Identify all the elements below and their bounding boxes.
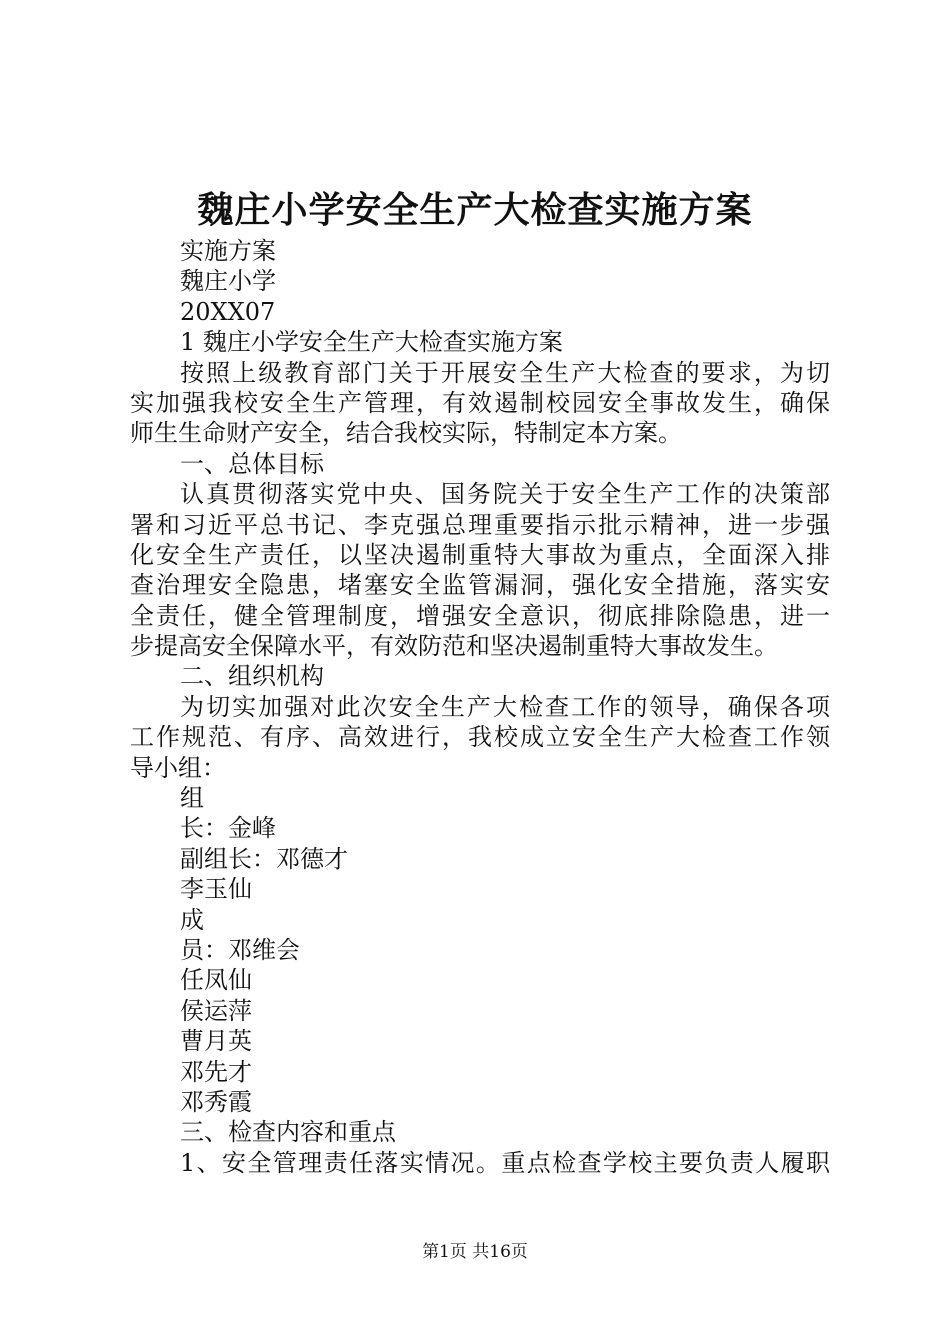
member-line: 成 [180, 905, 204, 934]
paragraph-line: 师生生命财产安全，结合我校实际，特制定本方案。 [130, 419, 682, 448]
member-line: 组 [180, 784, 204, 813]
paragraph-line: 查治理安全隐患，堵塞安全监管漏洞，强化安全措施，落实安 [130, 571, 830, 600]
paragraph-line: 全责任，健全管理制度，增强安全意识，彻底排除隐患，进一 [130, 601, 830, 630]
paragraph-line: 按照上级教育部门关于开展安全生产大检查的要求，为切 [180, 358, 830, 387]
member-line: 副组长：邓德才 [180, 844, 348, 873]
section-heading: 二、组织机构 [180, 662, 324, 691]
paragraph-line: 实加强我校安全生产管理，有效遏制校园安全事故发生，确保 [130, 388, 830, 417]
section-heading: 三、检查内容和重点 [180, 1118, 396, 1147]
text-line: 实施方案 [180, 237, 276, 265]
text-line: 魏庄小学 [180, 267, 276, 296]
member-line: 侯运萍 [180, 996, 252, 1025]
text-line: 20XX07 [180, 297, 276, 326]
member-line: 邓先才 [180, 1057, 252, 1086]
text-line: 1 魏庄小学安全生产大检查实施方案 [180, 328, 563, 357]
member-line: 曹月英 [180, 1027, 252, 1056]
paragraph-line: 步提高安全保障水平，有效防范和坚决遏制重特大事故发生。 [130, 632, 778, 661]
paragraph-line: 导小组： [130, 753, 226, 782]
document-body [130, 236, 830, 1178]
member-line: 长：金峰 [180, 814, 276, 843]
paragraph-line: 认真贯彻落实党中央、国务院关于安全生产工作的决策部 [180, 480, 830, 509]
paragraph-line: 署和习近平总书记、李克强总理重要指示批示精神，进一步强 [130, 510, 830, 539]
member-line: 邓秀霞 [180, 1087, 252, 1116]
paragraph-line: 化安全生产责任，以坚决遏制重特大事故为重点，全面深入排 [130, 540, 830, 569]
member-line: 李玉仙 [180, 875, 252, 904]
paragraph-line: 工作规范、有序、高效进行，我校成立安全生产大检查工作领 [130, 723, 830, 752]
paragraph-line: 为切实加强对此次安全生产大检查工作的领导，确保各项 [180, 692, 830, 721]
document-title: 魏庄小学安全生产大检查实施方案 [197, 189, 753, 231]
member-line: 任凤仙 [180, 966, 252, 995]
member-line: 员：邓维会 [180, 935, 300, 964]
section-heading: 一、总体目标 [180, 449, 324, 478]
page-number-footer: 第1页 共16页 [422, 1242, 528, 1262]
paragraph-line: 1、安全管理责任落实情况。重点检查学校主要负责人履职 [180, 1148, 830, 1177]
